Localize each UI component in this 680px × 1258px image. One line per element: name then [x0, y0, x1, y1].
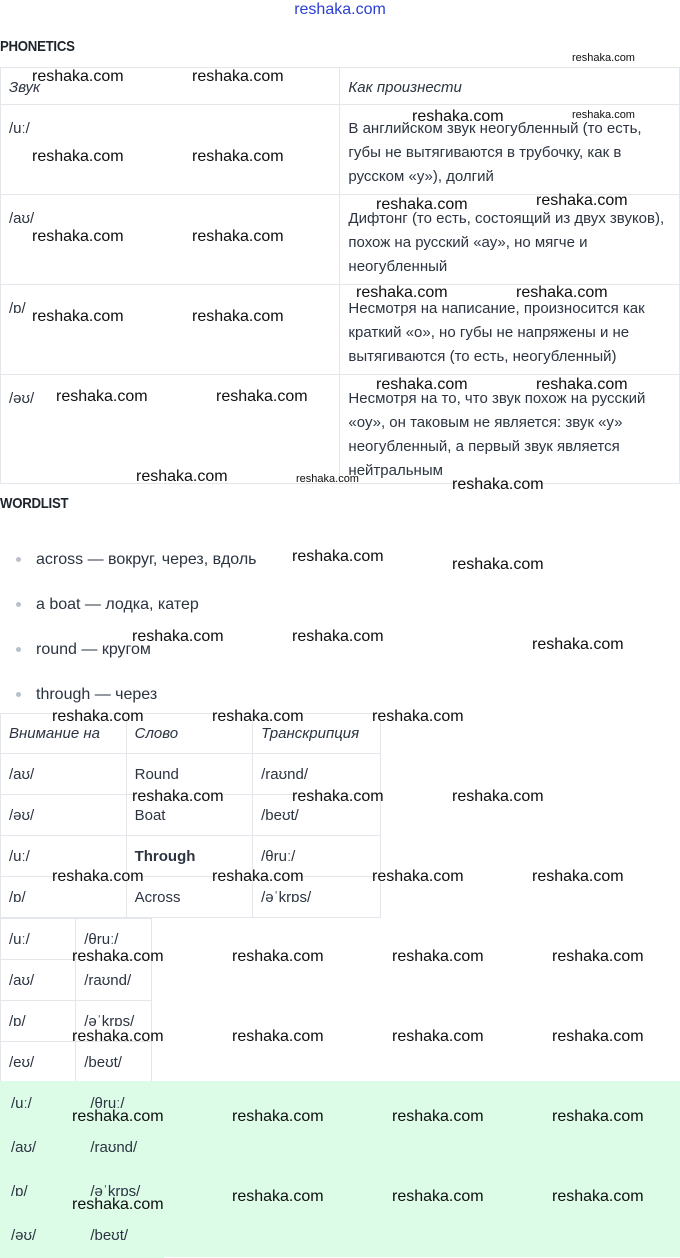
watermark: reshaka.com [552, 1028, 644, 1045]
transcription-cell: /raʊnd/ [76, 960, 152, 1001]
word-cell: Boat [126, 795, 253, 836]
watermark: reshaka.com [452, 476, 544, 493]
watermark: reshaka.com [356, 284, 448, 301]
sound-cell: /ɒ/ [1, 1001, 76, 1042]
watermark: reshaka.com [572, 52, 635, 64]
watermark: reshaka.com [192, 228, 284, 245]
watermark: reshaka.com [392, 1108, 484, 1125]
watermark: reshaka.com [292, 548, 384, 565]
table-row [1, 1042, 152, 1083]
watermark: reshaka.com [532, 636, 624, 653]
watermark: reshaka.com [376, 376, 468, 393]
sound-cell: /əʊ/ [1, 795, 127, 836]
sound-cell: /uː/ [1, 836, 127, 877]
table-row [1, 1126, 164, 1170]
sound-cell: /aʊ/ [1, 754, 127, 795]
watermark: reshaka.com [392, 948, 484, 965]
watermark: reshaka.com [392, 1188, 484, 1205]
transcription-cell: /θruː/ [76, 919, 152, 960]
watermark: reshaka.com [32, 228, 124, 245]
column-header-sound: Звук [1, 68, 340, 105]
watermark: reshaka.com [452, 788, 544, 805]
transcription-cell: /əˈkrɒs/ [253, 877, 381, 918]
transcription-cell: /θruː/ [80, 1082, 164, 1126]
sound-cell: /ɒ/ [1, 877, 127, 918]
watermark: reshaka.com [552, 1188, 644, 1205]
watermark: reshaka.com [516, 284, 608, 301]
watermark: reshaka.com [232, 1108, 324, 1125]
site-logo-link[interactable]: reshaka.com [294, 1, 386, 18]
watermark: reshaka.com [192, 148, 284, 165]
watermark: reshaka.com [72, 1108, 164, 1125]
transcription-cell: /raʊnd/ [80, 1126, 164, 1170]
watermark: reshaka.com [32, 308, 124, 325]
sound-cell: /aʊ/ [1, 195, 340, 285]
description-cell: В английском звук неогубленный (то есть, губы не вытягиваются в трубочку, как в русском «у»), долгий [340, 105, 680, 195]
watermark: reshaka.com [32, 68, 124, 85]
list-item: a boat — лодка, катер [16, 585, 257, 630]
watermark: reshaka.com [532, 868, 624, 885]
watermark: reshaka.com [296, 473, 359, 485]
list-item: across — вокруг, через, вдоль [16, 540, 257, 585]
column-header-word: Слово [126, 714, 253, 754]
watermark: reshaka.com [292, 788, 384, 805]
column-header-pronunciation: Как произнести [340, 68, 680, 105]
bullet-icon [16, 557, 21, 562]
watermark: reshaka.com [232, 1188, 324, 1205]
watermark: reshaka.com [32, 148, 124, 165]
transcription-cell: /əˈkrɒs/ [76, 1001, 152, 1042]
column-header-transcription: Транскрипция [253, 714, 381, 754]
watermark: reshaka.com [372, 708, 464, 725]
sound-cell: /uː/ [1, 1082, 80, 1126]
sound-transcription-table [0, 918, 152, 1083]
watermark: reshaka.com [216, 388, 308, 405]
column-header-attention: Внимание на [1, 714, 127, 754]
watermark: reshaka.com [212, 868, 304, 885]
watermark: reshaka.com [232, 1028, 324, 1045]
watermark: reshaka.com [452, 556, 544, 573]
watermark: reshaka.com [136, 468, 228, 485]
sound-cell: /əʊ/ [1, 375, 340, 484]
sound-cell: /ɒ/ [1, 1170, 80, 1214]
watermark: reshaka.com [52, 708, 144, 725]
bullet-icon [16, 647, 21, 652]
sound-cell: /ɒ/ [1, 285, 340, 375]
watermark: reshaka.com [72, 1196, 164, 1213]
sound-cell: /uː/ [1, 105, 340, 195]
list-item: round — кругом [16, 630, 257, 675]
word-cell: Across [126, 877, 253, 918]
watermark: reshaka.com [56, 388, 148, 405]
watermark: reshaka.com [132, 628, 224, 645]
watermark: reshaka.com [552, 948, 644, 965]
phonetics-heading: PHONETICS [0, 38, 75, 55]
phonetics-table [0, 67, 680, 484]
watermark: reshaka.com [372, 868, 464, 885]
description-cell: Дифтонг (то есть, состоящий из двух звуков), похож на русский «ау», но мягче и неогубленный [340, 195, 680, 285]
watermark: reshaka.com [392, 1028, 484, 1045]
transcription-cell: /beʊt/ [80, 1214, 164, 1258]
word-cell: Through [126, 836, 253, 877]
bullet-icon [16, 692, 21, 697]
watermark: reshaka.com [292, 628, 384, 645]
list-item: through — через [16, 675, 257, 720]
transcription-cell: /beʊt/ [253, 795, 381, 836]
watermark: reshaka.com [412, 108, 504, 125]
attention-table [0, 713, 381, 918]
wordlist-heading: WORDLIST [0, 495, 69, 512]
sound-cell: /aʊ/ [1, 1126, 80, 1170]
watermark: reshaka.com [192, 68, 284, 85]
transcription-cell: /əˈkrɒs/ [80, 1170, 164, 1214]
watermark: reshaka.com [132, 788, 224, 805]
watermark: reshaka.com [212, 708, 304, 725]
description-cell: Несмотря на то, что звук похож на русский «оу», он таковым не является: звук «у» неогубленный, а первый звук является нейтральным [340, 375, 680, 484]
watermark: reshaka.com [536, 192, 628, 209]
watermark: reshaka.com [52, 868, 144, 885]
transcription-cell: /raʊnd/ [253, 754, 381, 795]
transcription-cell: /beʊt/ [76, 1042, 152, 1083]
sound-cell: /əʊ/ [1, 1214, 80, 1258]
watermark: reshaka.com [536, 376, 628, 393]
word-cell: Round [126, 754, 253, 795]
transcription-cell: /θruː/ [253, 836, 381, 877]
sound-cell: /uː/ [1, 919, 76, 960]
bullet-icon [16, 602, 21, 607]
sound-cell: /aʊ/ [1, 960, 76, 1001]
sound-cell: /eʊ/ [1, 1042, 76, 1083]
watermark: reshaka.com [552, 1108, 644, 1125]
watermark: reshaka.com [376, 196, 468, 213]
watermark: reshaka.com [72, 1028, 164, 1045]
watermark: reshaka.com [72, 948, 164, 965]
description-cell: Несмотря на написание, произносится как краткий «о», но губы не напряжены и не вытягиваются (то есть, неогубленный) [340, 285, 680, 375]
watermark: reshaka.com [232, 948, 324, 965]
table-row [1, 1214, 164, 1258]
watermark: reshaka.com [572, 109, 635, 121]
watermark: reshaka.com [192, 308, 284, 325]
